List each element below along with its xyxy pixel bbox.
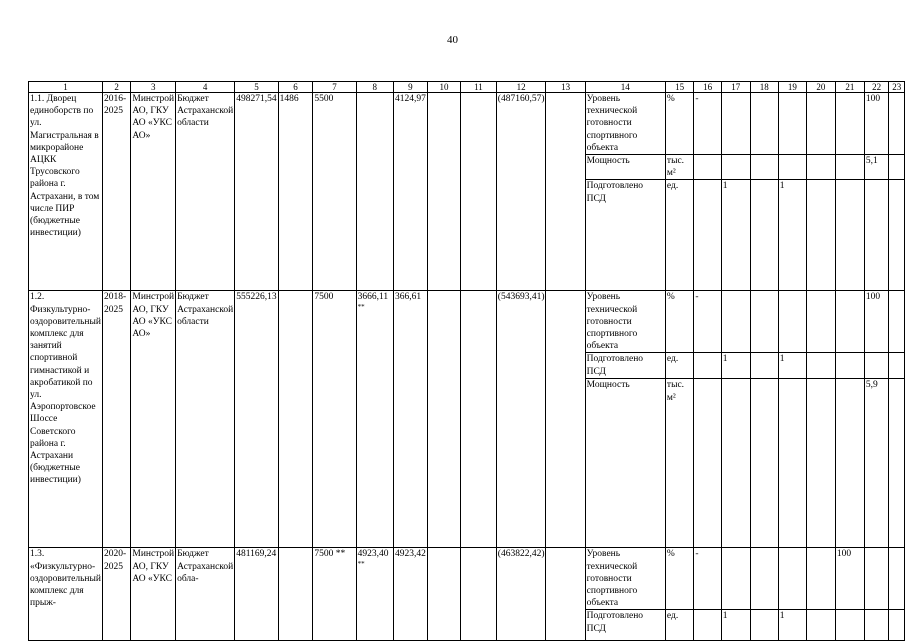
column-header: 17 [721,82,750,93]
cell-col22: 100 [864,291,889,353]
unit-cell: ед. [665,180,694,291]
indicator-name-cell: Уровень технической готовности спортивного объекта [585,93,665,155]
cell-col21 [835,610,864,641]
cell-col23 [889,155,905,180]
cell-col22 [864,610,889,641]
period-cell: 2016-2025 [102,93,130,291]
cell-col10 [427,93,460,291]
object-name-cell: 1.1. Дворец единоборств по ул. Магистральная в микрорайоне АЦКК Трусовского района г. Астрахани, в том числе ПИР (бюджетные инвестиции) [29,93,103,291]
column-header: 3 [131,82,176,93]
column-header: 7 [313,82,356,93]
column-header: 23 [889,82,905,93]
cell-col23 [889,610,905,641]
executor-cell: Минстрой АО, ГКУ АО «УКС АО» [131,291,176,548]
column-header: 13 [546,82,585,93]
cell-col8 [356,93,393,291]
executor-cell: Минстрой АО, ГКУ АО «УКС АО» [131,93,176,291]
column-header: 9 [393,82,427,93]
cell-col16: - [694,93,721,155]
source-cell: Бюджет Астраханской области [176,93,235,291]
cell-col21 [835,155,864,180]
cell-col20 [806,180,835,291]
program-table [28,81,905,641]
cell-col9: 4923,42 [393,548,427,641]
cell-col22: 100 [864,93,889,155]
column-header: 15 [665,82,694,93]
indicator-name-cell: Уровень технической готовности спортивного объекта [585,548,665,610]
cell-col22 [864,548,889,610]
cell-col12: (543693,41) [496,291,546,548]
cell-col21 [835,291,864,353]
column-header: 4 [176,82,235,93]
cell-col21 [835,353,864,379]
cell-col16: - [694,291,721,353]
column-header: 2 [102,82,130,93]
cell-col12: (463822,42) [496,548,546,641]
cell-col16 [694,180,721,291]
source-cell: Бюджет Астраханской области [176,291,235,548]
column-header: 19 [778,82,806,93]
cell-col23 [889,180,905,291]
cell-col17 [721,155,750,180]
cell-col6 [278,548,313,641]
cell-col23 [889,379,905,548]
column-header: 20 [806,82,835,93]
cell-col9: 4124,97 [393,93,427,291]
cell-col18 [750,353,778,379]
period-cell: 2020-2025 [102,548,130,641]
cell-col21 [835,180,864,291]
indicator-name-cell: Мощность [585,379,665,548]
column-header: 5 [235,82,278,93]
cell-col19 [778,379,806,548]
cell-col9: 366,61 [393,291,427,548]
cell-col19: 1 [778,180,806,291]
cell-col19 [778,548,806,610]
column-header: 1 [29,82,103,93]
cell-col17: 1 [721,353,750,379]
cell-col10 [427,548,460,641]
column-header: 11 [461,82,497,93]
cell-col17: 1 [721,180,750,291]
cell-col19: 1 [778,353,806,379]
cell-col22 [864,353,889,379]
cell-col13 [546,93,585,291]
cell-col19 [778,291,806,353]
cell-col18 [750,291,778,353]
unit-cell: тыс. м² [665,155,694,180]
cell-col21: 100 [835,548,864,610]
source-cell: Бюджет Астраханской обла- [176,548,235,641]
cell-col18 [750,379,778,548]
cell-col23 [889,93,905,155]
cell-col10 [427,291,460,548]
cell-col17 [721,548,750,610]
footnote-mark: ** [357,559,365,568]
cell-col20 [806,379,835,548]
column-header: 21 [835,82,864,93]
object-name-cell: 1.3. «Физкультурно-оздоровительный комплекс для прыж- [29,548,103,641]
column-header: 22 [864,82,889,93]
indicator-name-cell: Уровень технической готовности спортивного объекта [585,291,665,353]
cell-col16 [694,353,721,379]
cell-col18 [750,155,778,180]
cell-col7: 5500 [313,93,356,291]
cell-col23 [889,291,905,353]
cell-col22: 5,1 [864,155,889,180]
cell-col20 [806,93,835,155]
cell-col16 [694,379,721,548]
cell-col20 [806,610,835,641]
cell-col20 [806,353,835,379]
column-header: 16 [694,82,721,93]
cell-col20 [806,155,835,180]
cell-col8 [356,548,393,641]
cell-col19 [778,155,806,180]
column-header: 10 [427,82,460,93]
cell-col19 [778,93,806,155]
cell-col17 [721,291,750,353]
executor-cell: Минстрой АО, ГКУ АО «УКС [131,548,176,641]
column-header: 12 [496,82,546,93]
indicator-name-cell: Подготовлено ПСД [585,353,665,379]
cell-col17 [721,379,750,548]
cell-col22 [864,180,889,291]
object-name-cell: 1.2. Физкультурно-оздоровительный комплекс для занятий спортивной гимнастикой и акробатикой по ул. Аэропортовское Шоссе Советского района г. Астрахани (бюджетные инвестиции) [29,291,103,548]
cell-col22: 5,9 [864,379,889,548]
unit-cell: тыс. м² [665,379,694,548]
unit-cell: % [665,548,694,610]
cell-col18 [750,180,778,291]
cell-col5: 481169,24 [235,548,278,641]
cell-col18 [750,610,778,641]
unit-cell: % [665,93,694,155]
column-header: 6 [278,82,313,93]
table-row [29,93,905,155]
cell-col16 [694,155,721,180]
cell-col23 [889,353,905,379]
cell-col7: 7500 ** [313,548,356,641]
cell-col8 [356,291,393,548]
cell-col5: 498271,54 [235,93,278,291]
cell-col13 [546,291,585,548]
cell-col8-value: 3666,11 [357,292,389,303]
column-number-row [29,82,905,93]
cell-col17 [721,93,750,155]
cell-col18 [750,548,778,610]
unit-cell: ед. [665,353,694,379]
page-number: 40 [447,34,458,46]
cell-col13 [546,548,585,641]
cell-col8-value: 4923,40 [357,549,389,560]
footnote-mark: ** [357,302,365,311]
unit-cell: % [665,291,694,353]
period-cell: 2018-2025 [102,291,130,548]
cell-col21 [835,379,864,548]
cell-col6 [278,291,313,548]
cell-col11 [461,548,497,641]
table-row [29,548,905,610]
cell-col16: - [694,548,721,610]
cell-col17: 1 [721,610,750,641]
cell-col20 [806,548,835,610]
cell-col19: 1 [778,610,806,641]
indicator-name-cell: Подготовлено ПСД [585,180,665,291]
cell-col23 [889,548,905,610]
unit-cell: ед. [665,610,694,641]
column-header: 8 [356,82,393,93]
cell-col18 [750,93,778,155]
cell-col5: 555226,13 [235,291,278,548]
cell-col16 [694,610,721,641]
cell-col6: 1486 [278,93,313,291]
cell-col20 [806,291,835,353]
column-header: 18 [750,82,778,93]
column-header: 14 [585,82,665,93]
cell-col21 [835,93,864,155]
indicator-name-cell: Мощность [585,155,665,180]
cell-col7: 7500 [313,291,356,548]
table-row [29,291,905,353]
cell-col11 [461,93,497,291]
indicator-name-cell: Подготовлено ПСД [585,610,665,641]
cell-col11 [461,291,497,548]
cell-col12: (487160,57) [496,93,546,291]
